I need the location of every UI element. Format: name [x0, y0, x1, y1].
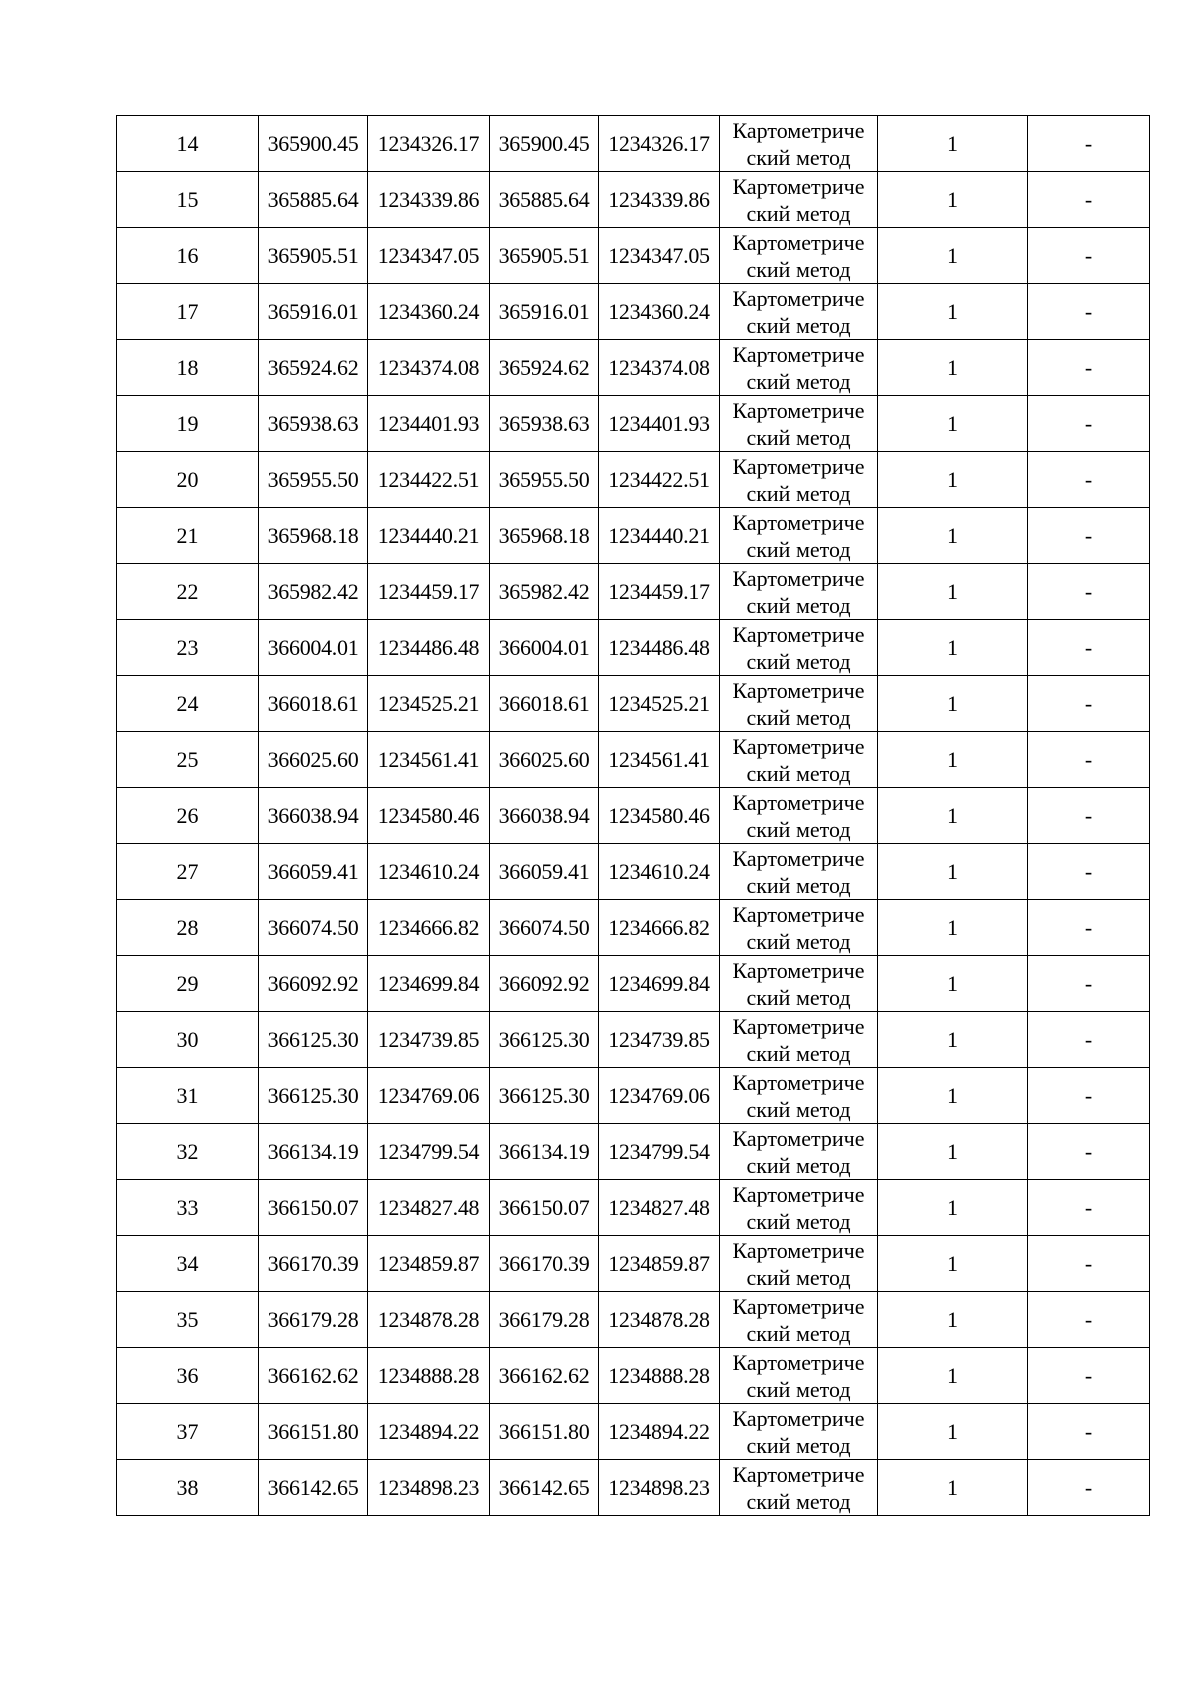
accuracy-cell: 1	[878, 452, 1028, 508]
method-line-1: Картометриче	[732, 229, 865, 255]
method-cell	[720, 620, 878, 676]
method-line-1: Картометриче	[732, 1013, 865, 1039]
method-cell	[720, 1068, 878, 1124]
table-row	[117, 1068, 1150, 1124]
accuracy-cell: 1	[878, 396, 1028, 452]
method-cell	[720, 1404, 878, 1460]
note-cell: -	[1028, 956, 1150, 1012]
method-cell	[720, 676, 878, 732]
note-cell: -	[1028, 396, 1150, 452]
table-row	[117, 1236, 1150, 1292]
note-cell: -	[1028, 676, 1150, 732]
y-coordinate-cell: 1234859.87	[599, 1236, 720, 1292]
note-cell: -	[1028, 1068, 1150, 1124]
point-number-cell: 20	[117, 452, 259, 508]
x-coordinate-cell: 365885.64	[259, 172, 368, 228]
y-coordinate-cell: 1234440.21	[599, 508, 720, 564]
y-coordinate-cell: 1234699.84	[599, 956, 720, 1012]
x-coordinate-cell: 366125.30	[259, 1068, 368, 1124]
y-coordinate-cell: 1234699.84	[368, 956, 490, 1012]
note-cell: -	[1028, 620, 1150, 676]
accuracy-cell: 1	[878, 508, 1028, 564]
method-line-2: ский метод	[746, 256, 851, 282]
x-coordinate-cell: 366025.60	[490, 732, 599, 788]
y-coordinate-cell: 1234827.48	[368, 1180, 490, 1236]
table-row	[117, 1124, 1150, 1180]
method-line-2: ский метод	[746, 1096, 851, 1122]
x-coordinate-cell: 366125.30	[490, 1068, 599, 1124]
accuracy-cell: 1	[878, 1348, 1028, 1404]
accuracy-cell: 1	[878, 900, 1028, 956]
method-cell	[720, 1460, 878, 1516]
x-coordinate-cell: 366170.39	[490, 1236, 599, 1292]
note-cell: -	[1028, 228, 1150, 284]
table-row	[117, 788, 1150, 844]
x-coordinate-cell: 366142.65	[259, 1460, 368, 1516]
table-row	[117, 172, 1150, 228]
method-line-1: Картометриче	[732, 621, 865, 647]
table-row	[117, 676, 1150, 732]
x-coordinate-cell: 365905.51	[259, 228, 368, 284]
accuracy-cell: 1	[878, 676, 1028, 732]
table-row	[117, 116, 1150, 172]
accuracy-cell: 1	[878, 340, 1028, 396]
method-line-2: ский метод	[746, 424, 851, 450]
method-line-2: ский метод	[746, 872, 851, 898]
accuracy-cell: 1	[878, 1404, 1028, 1460]
x-coordinate-cell: 366018.61	[490, 676, 599, 732]
method-line-2: ский метод	[746, 592, 851, 618]
method-line-2: ский метод	[746, 1376, 851, 1402]
point-number-cell: 15	[117, 172, 259, 228]
method-cell	[720, 452, 878, 508]
x-coordinate-cell: 366151.80	[259, 1404, 368, 1460]
point-number-cell: 22	[117, 564, 259, 620]
y-coordinate-cell: 1234422.51	[368, 452, 490, 508]
x-coordinate-cell: 365982.42	[259, 564, 368, 620]
method-cell	[720, 564, 878, 620]
y-coordinate-cell: 1234326.17	[599, 116, 720, 172]
coordinates-table	[116, 115, 1150, 1516]
table-row	[117, 1012, 1150, 1068]
x-coordinate-cell: 366125.30	[490, 1012, 599, 1068]
coordinates-table-body	[117, 116, 1150, 1516]
method-line-1: Картометриче	[732, 733, 865, 759]
table-row	[117, 1180, 1150, 1236]
note-cell: -	[1028, 340, 1150, 396]
method-line-1: Картометриче	[732, 677, 865, 703]
table-row	[117, 1404, 1150, 1460]
accuracy-cell: 1	[878, 844, 1028, 900]
table-row	[117, 508, 1150, 564]
method-cell	[720, 508, 878, 564]
method-cell	[720, 172, 878, 228]
method-cell	[720, 956, 878, 1012]
method-cell	[720, 1124, 878, 1180]
y-coordinate-cell: 1234339.86	[368, 172, 490, 228]
point-number-cell: 32	[117, 1124, 259, 1180]
method-line-1: Картометриче	[732, 1237, 865, 1263]
method-line-2: ский метод	[746, 704, 851, 730]
y-coordinate-cell: 1234580.46	[599, 788, 720, 844]
method-line-2: ский метод	[746, 200, 851, 226]
y-coordinate-cell: 1234360.24	[368, 284, 490, 340]
method-cell	[720, 900, 878, 956]
y-coordinate-cell: 1234898.23	[368, 1460, 490, 1516]
y-coordinate-cell: 1234580.46	[368, 788, 490, 844]
table-row	[117, 396, 1150, 452]
method-cell	[720, 732, 878, 788]
method-cell	[720, 116, 878, 172]
accuracy-cell: 1	[878, 172, 1028, 228]
x-coordinate-cell: 365924.62	[490, 340, 599, 396]
x-coordinate-cell: 365955.50	[490, 452, 599, 508]
y-coordinate-cell: 1234486.48	[599, 620, 720, 676]
y-coordinate-cell: 1234739.85	[599, 1012, 720, 1068]
accuracy-cell: 1	[878, 1236, 1028, 1292]
y-coordinate-cell: 1234799.54	[599, 1124, 720, 1180]
point-number-cell: 21	[117, 508, 259, 564]
x-coordinate-cell: 366179.28	[259, 1292, 368, 1348]
x-coordinate-cell: 365916.01	[259, 284, 368, 340]
method-line-1: Картометриче	[732, 117, 865, 143]
x-coordinate-cell: 366018.61	[259, 676, 368, 732]
method-line-2: ский метод	[746, 760, 851, 786]
method-line-2: ский метод	[746, 648, 851, 674]
method-line-2: ский метод	[746, 1152, 851, 1178]
table-row	[117, 564, 1150, 620]
x-coordinate-cell: 366092.92	[259, 956, 368, 1012]
table-row	[117, 228, 1150, 284]
point-number-cell: 37	[117, 1404, 259, 1460]
method-line-1: Картометриче	[732, 845, 865, 871]
table-row	[117, 452, 1150, 508]
accuracy-cell: 1	[878, 1012, 1028, 1068]
method-line-2: ский метод	[746, 1488, 851, 1514]
method-line-2: ский метод	[746, 928, 851, 954]
point-number-cell: 38	[117, 1460, 259, 1516]
note-cell: -	[1028, 1292, 1150, 1348]
x-coordinate-cell: 365982.42	[490, 564, 599, 620]
x-coordinate-cell: 366134.19	[490, 1124, 599, 1180]
point-number-cell: 26	[117, 788, 259, 844]
accuracy-cell: 1	[878, 1124, 1028, 1180]
method-line-2: ский метод	[746, 1040, 851, 1066]
method-line-2: ский метод	[746, 536, 851, 562]
point-number-cell: 30	[117, 1012, 259, 1068]
y-coordinate-cell: 1234799.54	[368, 1124, 490, 1180]
x-coordinate-cell: 366151.80	[490, 1404, 599, 1460]
y-coordinate-cell: 1234769.06	[368, 1068, 490, 1124]
x-coordinate-cell: 365885.64	[490, 172, 599, 228]
method-line-1: Картометриче	[732, 957, 865, 983]
note-cell: -	[1028, 1460, 1150, 1516]
note-cell: -	[1028, 452, 1150, 508]
y-coordinate-cell: 1234422.51	[599, 452, 720, 508]
y-coordinate-cell: 1234459.17	[599, 564, 720, 620]
accuracy-cell: 1	[878, 228, 1028, 284]
x-coordinate-cell: 365968.18	[259, 508, 368, 564]
method-line-1: Картометриче	[732, 453, 865, 479]
accuracy-cell: 1	[878, 1180, 1028, 1236]
point-number-cell: 36	[117, 1348, 259, 1404]
y-coordinate-cell: 1234326.17	[368, 116, 490, 172]
x-coordinate-cell: 366125.30	[259, 1012, 368, 1068]
method-line-1: Картометриче	[732, 285, 865, 311]
method-line-1: Картометриче	[732, 341, 865, 367]
method-line-1: Картометриче	[732, 901, 865, 927]
table-row	[117, 956, 1150, 1012]
y-coordinate-cell: 1234440.21	[368, 508, 490, 564]
accuracy-cell: 1	[878, 1460, 1028, 1516]
x-coordinate-cell: 365900.45	[490, 116, 599, 172]
x-coordinate-cell: 366004.01	[490, 620, 599, 676]
method-cell	[720, 396, 878, 452]
method-line-1: Картометриче	[732, 789, 865, 815]
y-coordinate-cell: 1234525.21	[368, 676, 490, 732]
method-line-1: Картометриче	[732, 1069, 865, 1095]
y-coordinate-cell: 1234486.48	[368, 620, 490, 676]
method-line-1: Картометриче	[732, 1181, 865, 1207]
x-coordinate-cell: 366038.94	[259, 788, 368, 844]
table-row	[117, 844, 1150, 900]
point-number-cell: 35	[117, 1292, 259, 1348]
x-coordinate-cell: 365968.18	[490, 508, 599, 564]
method-line-2: ский метод	[746, 480, 851, 506]
method-line-1: Картометриче	[732, 397, 865, 423]
method-cell	[720, 788, 878, 844]
x-coordinate-cell: 366150.07	[259, 1180, 368, 1236]
y-coordinate-cell: 1234374.08	[368, 340, 490, 396]
y-coordinate-cell: 1234739.85	[368, 1012, 490, 1068]
y-coordinate-cell: 1234561.41	[599, 732, 720, 788]
method-line-2: ский метод	[746, 1432, 851, 1458]
x-coordinate-cell: 365905.51	[490, 228, 599, 284]
method-cell	[720, 1292, 878, 1348]
method-line-2: ский метод	[746, 984, 851, 1010]
x-coordinate-cell: 366162.62	[259, 1348, 368, 1404]
note-cell: -	[1028, 116, 1150, 172]
point-number-cell: 34	[117, 1236, 259, 1292]
x-coordinate-cell: 366059.41	[490, 844, 599, 900]
y-coordinate-cell: 1234401.93	[599, 396, 720, 452]
accuracy-cell: 1	[878, 1068, 1028, 1124]
accuracy-cell: 1	[878, 788, 1028, 844]
method-line-2: ский метод	[746, 816, 851, 842]
note-cell: -	[1028, 1348, 1150, 1404]
note-cell: -	[1028, 788, 1150, 844]
x-coordinate-cell: 365900.45	[259, 116, 368, 172]
accuracy-cell: 1	[878, 564, 1028, 620]
point-number-cell: 23	[117, 620, 259, 676]
x-coordinate-cell: 366179.28	[490, 1292, 599, 1348]
x-coordinate-cell: 366092.92	[490, 956, 599, 1012]
method-line-1: Картометриче	[732, 509, 865, 535]
point-number-cell: 33	[117, 1180, 259, 1236]
x-coordinate-cell: 365938.63	[259, 396, 368, 452]
accuracy-cell: 1	[878, 1292, 1028, 1348]
method-line-1: Картометриче	[732, 565, 865, 591]
note-cell: -	[1028, 732, 1150, 788]
table-row	[117, 1460, 1150, 1516]
y-coordinate-cell: 1234894.22	[599, 1404, 720, 1460]
note-cell: -	[1028, 284, 1150, 340]
y-coordinate-cell: 1234610.24	[368, 844, 490, 900]
y-coordinate-cell: 1234525.21	[599, 676, 720, 732]
y-coordinate-cell: 1234859.87	[368, 1236, 490, 1292]
note-cell: -	[1028, 900, 1150, 956]
x-coordinate-cell: 365938.63	[490, 396, 599, 452]
x-coordinate-cell: 366025.60	[259, 732, 368, 788]
accuracy-cell: 1	[878, 284, 1028, 340]
y-coordinate-cell: 1234769.06	[599, 1068, 720, 1124]
x-coordinate-cell: 366170.39	[259, 1236, 368, 1292]
y-coordinate-cell: 1234561.41	[368, 732, 490, 788]
method-cell	[720, 284, 878, 340]
x-coordinate-cell: 366059.41	[259, 844, 368, 900]
method-cell	[720, 228, 878, 284]
method-line-2: ский метод	[746, 312, 851, 338]
x-coordinate-cell: 366004.01	[259, 620, 368, 676]
y-coordinate-cell: 1234878.28	[368, 1292, 490, 1348]
note-cell: -	[1028, 1236, 1150, 1292]
accuracy-cell: 1	[878, 956, 1028, 1012]
point-number-cell: 25	[117, 732, 259, 788]
method-line-1: Картометриче	[732, 1293, 865, 1319]
x-coordinate-cell: 366162.62	[490, 1348, 599, 1404]
point-number-cell: 16	[117, 228, 259, 284]
method-cell	[720, 1012, 878, 1068]
method-line-1: Картометриче	[732, 1405, 865, 1431]
method-line-2: ский метод	[746, 1208, 851, 1234]
method-line-1: Картометриче	[732, 173, 865, 199]
method-cell	[720, 1348, 878, 1404]
y-coordinate-cell: 1234347.05	[368, 228, 490, 284]
point-number-cell: 24	[117, 676, 259, 732]
method-line-2: ский метод	[746, 1264, 851, 1290]
y-coordinate-cell: 1234610.24	[599, 844, 720, 900]
y-coordinate-cell: 1234374.08	[599, 340, 720, 396]
method-line-2: ский метод	[746, 1320, 851, 1346]
x-coordinate-cell: 365924.62	[259, 340, 368, 396]
note-cell: -	[1028, 564, 1150, 620]
y-coordinate-cell: 1234459.17	[368, 564, 490, 620]
point-number-cell: 29	[117, 956, 259, 1012]
y-coordinate-cell: 1234888.28	[599, 1348, 720, 1404]
accuracy-cell: 1	[878, 620, 1028, 676]
y-coordinate-cell: 1234360.24	[599, 284, 720, 340]
x-coordinate-cell: 366038.94	[490, 788, 599, 844]
point-number-cell: 27	[117, 844, 259, 900]
method-cell	[720, 1236, 878, 1292]
y-coordinate-cell: 1234894.22	[368, 1404, 490, 1460]
point-number-cell: 28	[117, 900, 259, 956]
note-cell: -	[1028, 508, 1150, 564]
y-coordinate-cell: 1234401.93	[368, 396, 490, 452]
y-coordinate-cell: 1234888.28	[368, 1348, 490, 1404]
x-coordinate-cell: 366134.19	[259, 1124, 368, 1180]
y-coordinate-cell: 1234666.82	[599, 900, 720, 956]
x-coordinate-cell: 366074.50	[259, 900, 368, 956]
y-coordinate-cell: 1234666.82	[368, 900, 490, 956]
table-row	[117, 900, 1150, 956]
point-number-cell: 17	[117, 284, 259, 340]
table-row	[117, 1348, 1150, 1404]
method-line-1: Картометриче	[732, 1461, 865, 1487]
note-cell: -	[1028, 1180, 1150, 1236]
method-line-2: ский метод	[746, 368, 851, 394]
x-coordinate-cell: 365916.01	[490, 284, 599, 340]
note-cell: -	[1028, 1404, 1150, 1460]
note-cell: -	[1028, 844, 1150, 900]
y-coordinate-cell: 1234827.48	[599, 1180, 720, 1236]
table-row	[117, 732, 1150, 788]
accuracy-cell: 1	[878, 116, 1028, 172]
method-cell	[720, 340, 878, 396]
accuracy-cell: 1	[878, 732, 1028, 788]
method-cell	[720, 844, 878, 900]
x-coordinate-cell: 366150.07	[490, 1180, 599, 1236]
point-number-cell: 31	[117, 1068, 259, 1124]
y-coordinate-cell: 1234347.05	[599, 228, 720, 284]
point-number-cell: 18	[117, 340, 259, 396]
y-coordinate-cell: 1234339.86	[599, 172, 720, 228]
point-number-cell: 19	[117, 396, 259, 452]
point-number-cell: 14	[117, 116, 259, 172]
y-coordinate-cell: 1234898.23	[599, 1460, 720, 1516]
note-cell: -	[1028, 1012, 1150, 1068]
method-cell	[720, 1180, 878, 1236]
method-line-1: Картометриче	[732, 1349, 865, 1375]
table-row	[117, 340, 1150, 396]
x-coordinate-cell: 366142.65	[490, 1460, 599, 1516]
method-line-1: Картометриче	[732, 1125, 865, 1151]
note-cell: -	[1028, 172, 1150, 228]
table-row	[117, 620, 1150, 676]
table-row	[117, 1292, 1150, 1348]
y-coordinate-cell: 1234878.28	[599, 1292, 720, 1348]
method-line-2: ский метод	[746, 144, 851, 170]
note-cell: -	[1028, 1124, 1150, 1180]
x-coordinate-cell: 366074.50	[490, 900, 599, 956]
table-row	[117, 284, 1150, 340]
x-coordinate-cell: 365955.50	[259, 452, 368, 508]
